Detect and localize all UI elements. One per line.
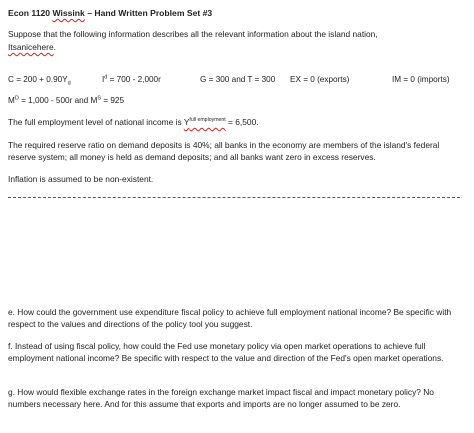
title-rest: – Hand Written Problem Set #3 bbox=[84, 8, 213, 18]
section-divider bbox=[8, 197, 460, 198]
full-employment-line: The full employment level of national income is Y$^{full employment}$ = 6,500. bbox=[8, 117, 259, 127]
nation-name: Itsanicehere bbox=[8, 42, 54, 52]
investment-equation: $I^d = 700 - 2,000r$ bbox=[102, 74, 161, 84]
government-tax-equation: G = 300 and T = 300 bbox=[200, 75, 276, 84]
inflation-line: Inflation is assumed to be non-existent. bbox=[8, 174, 154, 184]
full-employment-symbol: Y$^{full employment}$ bbox=[183, 117, 226, 127]
imports-equation: IM = 0 (imports) bbox=[392, 75, 450, 84]
question-e: e. How could the government use expenditure fiscal policy to achieve full employment national income? Be specific with respect to the values and directions of the policy tool you suggest. bbox=[8, 307, 452, 329]
intro-line-1: Suppose that the following information describes all the relevant information about the island nation, bbox=[8, 29, 378, 39]
question-f: f. Instead of using fiscal policy, how could the Fed use monetary policy via open market operations to achieve full employment national income? Be specific with respect to the value and direction of the Fed's open market operations. bbox=[8, 341, 444, 363]
intro-period: . bbox=[53, 42, 56, 52]
reserve-paragraph: The required reserve ratio on demand deposits is 40%; all banks in the economy are members of the island's federal reserve system; all money is held as demand deposits; and all banks want zero in excess reserves. bbox=[8, 140, 440, 162]
consumption-equation: $C = 200 + 0.90Y_d$ bbox=[8, 75, 71, 87]
question-g: g. How would flexible exchange rates in the foreign exchange market impact fiscal and impact monetary policy? No numbers necessary here. And for this assume that exports and imports are no longer assumed to be zero. bbox=[8, 387, 434, 409]
document-title bbox=[8, 8, 212, 19]
course-name: Econ 1120 bbox=[8, 8, 51, 18]
intro-line-2 bbox=[8, 42, 56, 53]
exports-equation: EX = 0 (exports) bbox=[290, 75, 350, 84]
instructor-name: Wissink bbox=[52, 8, 85, 18]
money-equations: $M^D = 1,000 - 500r$ and $M^S = 925$ bbox=[8, 95, 124, 105]
